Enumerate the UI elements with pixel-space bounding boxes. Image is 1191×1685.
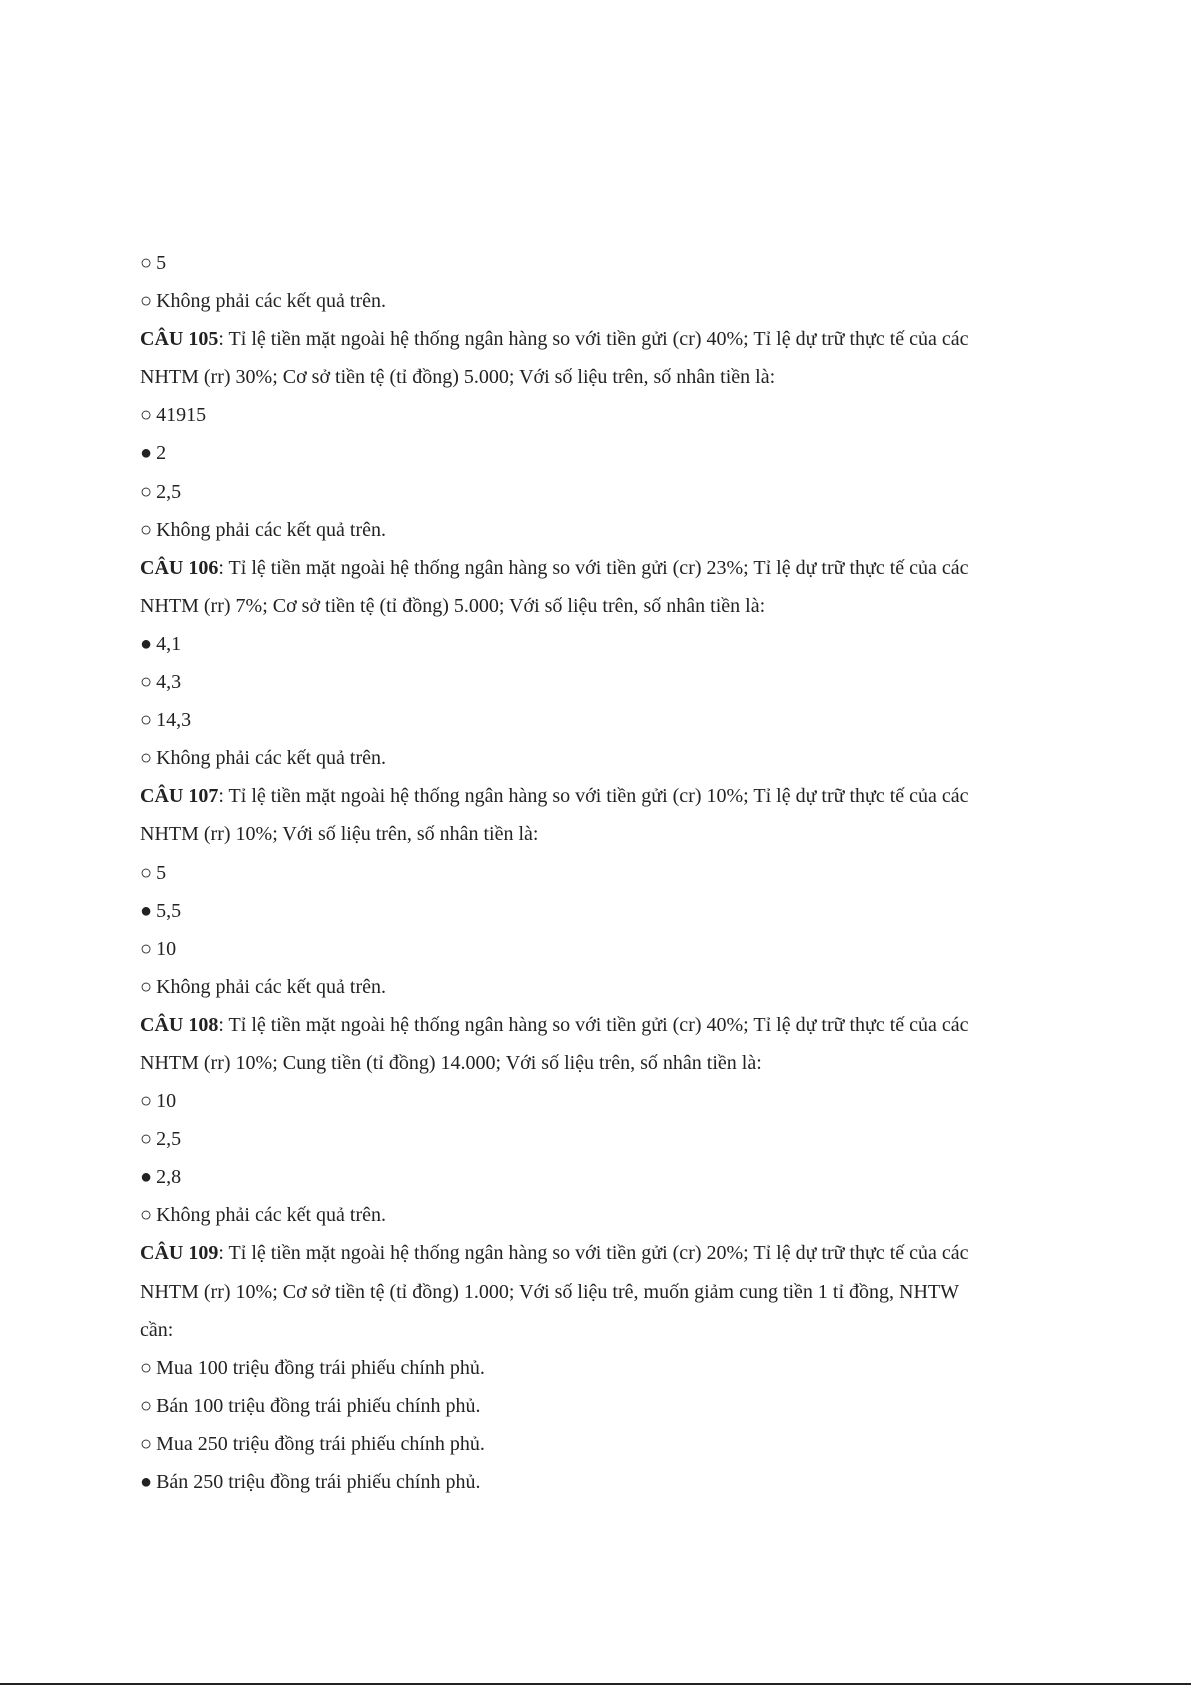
option-mark: ○ xyxy=(140,404,153,427)
option-mark: ○ xyxy=(140,1356,153,1379)
option-text: 2,5 xyxy=(156,480,182,503)
option-text: 5 xyxy=(156,861,167,884)
option-mark: ○ xyxy=(140,975,153,998)
option-text: Không phải các kết quả trên. xyxy=(156,747,387,770)
question-text-continued: NHTM (rr) 30%; Cơ sở tiền tệ (tỉ đồng) 5.000; Với số liệu trên, số nhân tiền là: xyxy=(140,366,776,389)
option-mark: ○ xyxy=(140,480,153,503)
option xyxy=(140,625,1040,663)
question-line xyxy=(140,777,1040,815)
option-text: Mua 250 triệu đồng trái phiếu chính phủ. xyxy=(156,1432,485,1455)
option-text: 2,5 xyxy=(156,1128,182,1151)
question-line xyxy=(140,320,1040,358)
option xyxy=(140,739,1040,777)
option xyxy=(140,396,1040,434)
option-text: Mua 100 triệu đồng trái phiếu chính phủ. xyxy=(156,1356,485,1379)
question-line xyxy=(140,1234,1040,1272)
question-line xyxy=(140,1006,1040,1044)
option-text: Không phải các kết quả trên. xyxy=(156,518,387,541)
option-text: 10 xyxy=(156,937,177,960)
option-text: Không phải các kết quả trên. xyxy=(156,290,387,313)
option-mark: ○ xyxy=(140,1204,153,1227)
option xyxy=(140,1196,1040,1234)
option-text: Bán 250 triệu đồng trái phiếu chính phủ. xyxy=(156,1471,481,1493)
option-text: 41915 xyxy=(156,404,207,427)
option xyxy=(140,663,1040,701)
option-mark: ○ xyxy=(140,1394,153,1417)
option-mark: ○ xyxy=(140,252,153,274)
option-mark: ○ xyxy=(140,937,153,960)
option xyxy=(140,244,1040,282)
option xyxy=(140,473,1040,511)
question-text: : Tỉ lệ tiền mặt ngoài hệ thống ngân hàng so với tiền gửi (cr) 20%; Tỉ lệ dự trữ thực tế của các xyxy=(218,1242,969,1265)
option xyxy=(140,1349,1040,1387)
option-text: Bán 100 triệu đồng trái phiếu chính phủ. xyxy=(156,1394,481,1417)
option xyxy=(140,1082,1040,1120)
option xyxy=(140,434,1040,472)
question-105 xyxy=(140,320,1040,549)
option xyxy=(140,1425,1040,1463)
option-mark: ● xyxy=(140,899,153,922)
document-page xyxy=(140,244,1040,1501)
option-mark: ● xyxy=(140,632,153,655)
option xyxy=(140,1387,1040,1425)
option-mark: ● xyxy=(140,1166,153,1189)
option-mark: ○ xyxy=(140,290,153,313)
question-107 xyxy=(140,777,1040,1006)
option-mark: ○ xyxy=(140,861,153,884)
question-text-continued: NHTM (rr) 10%; Cung tiền (tỉ đồng) 14.000; Với số liệu trên, số nhân tiền là: xyxy=(140,1051,762,1074)
option-text: Không phải các kết quả trên. xyxy=(156,1204,387,1227)
option xyxy=(140,968,1040,1006)
question-number: CÂU 106 xyxy=(140,556,219,579)
option-text: 4,3 xyxy=(156,671,182,694)
question-text-continued: cần: xyxy=(140,1318,174,1341)
option-mark: ○ xyxy=(140,747,153,770)
option-mark: ○ xyxy=(140,1090,153,1113)
question-text: : Tỉ lệ tiền mặt ngoài hệ thống ngân hàng so với tiền gửi (cr) 40%; Tỉ lệ dự trữ thực tế của các xyxy=(218,328,969,351)
option xyxy=(140,1463,1040,1501)
option xyxy=(140,1158,1040,1196)
option-mark: ○ xyxy=(140,1128,153,1151)
option-text: 4,1 xyxy=(156,632,182,655)
question-text-continued: NHTM (rr) 7%; Cơ sở tiền tệ (tỉ đồng) 5.000; Với số liệu trên, số nhân tiền là: xyxy=(140,594,766,617)
question-108 xyxy=(140,1006,1040,1235)
question-text: : Tỉ lệ tiền mặt ngoài hệ thống ngân hàng so với tiền gửi (cr) 10%; Tỉ lệ dự trữ thực tế của các xyxy=(218,785,969,808)
question-number: CÂU 107 xyxy=(140,785,219,808)
option xyxy=(140,701,1040,739)
option xyxy=(140,892,1040,930)
option-text: Không phải các kết quả trên. xyxy=(156,975,387,998)
question-number: CÂU 109 xyxy=(140,1242,219,1265)
option-mark: ● xyxy=(140,1471,153,1493)
question-109 xyxy=(140,1234,1040,1501)
option-text: 14,3 xyxy=(156,709,192,732)
option-mark: ○ xyxy=(140,518,153,541)
option-text: 2 xyxy=(156,442,167,465)
option-mark: ○ xyxy=(140,671,153,694)
question-text: : Tỉ lệ tiền mặt ngoài hệ thống ngân hàng so với tiền gửi (cr) 40%; Tỉ lệ dự trữ thực tế của các xyxy=(218,1013,969,1036)
option xyxy=(140,511,1040,549)
question-text-continued: NHTM (rr) 10%; Với số liệu trên, số nhân tiền là: xyxy=(140,823,539,846)
option-mark: ○ xyxy=(140,709,153,732)
option-text: 10 xyxy=(156,1090,177,1113)
question-text-continued: NHTM (rr) 10%; Cơ sở tiền tệ (tỉ đồng) 1.000; Với số liệu trê, muốn giảm cung tiền 1 tỉ đồng, NHTW xyxy=(140,1280,960,1303)
question-text: : Tỉ lệ tiền mặt ngoài hệ thống ngân hàng so với tiền gửi (cr) 23%; Tỉ lệ dự trữ thực tế của các xyxy=(218,556,969,579)
option-text: 5 xyxy=(156,252,167,274)
option xyxy=(140,854,1040,892)
option-text: 2,8 xyxy=(156,1166,182,1189)
question-number: CÂU 108 xyxy=(140,1013,219,1036)
option xyxy=(140,930,1040,968)
question-line xyxy=(140,549,1040,587)
question-number: CÂU 105 xyxy=(140,328,219,351)
option xyxy=(140,1120,1040,1158)
question-106 xyxy=(140,549,1040,778)
option xyxy=(140,282,1040,320)
option-mark: ○ xyxy=(140,1432,153,1455)
option-text: 5,5 xyxy=(156,899,182,922)
option-mark: ● xyxy=(140,442,153,465)
